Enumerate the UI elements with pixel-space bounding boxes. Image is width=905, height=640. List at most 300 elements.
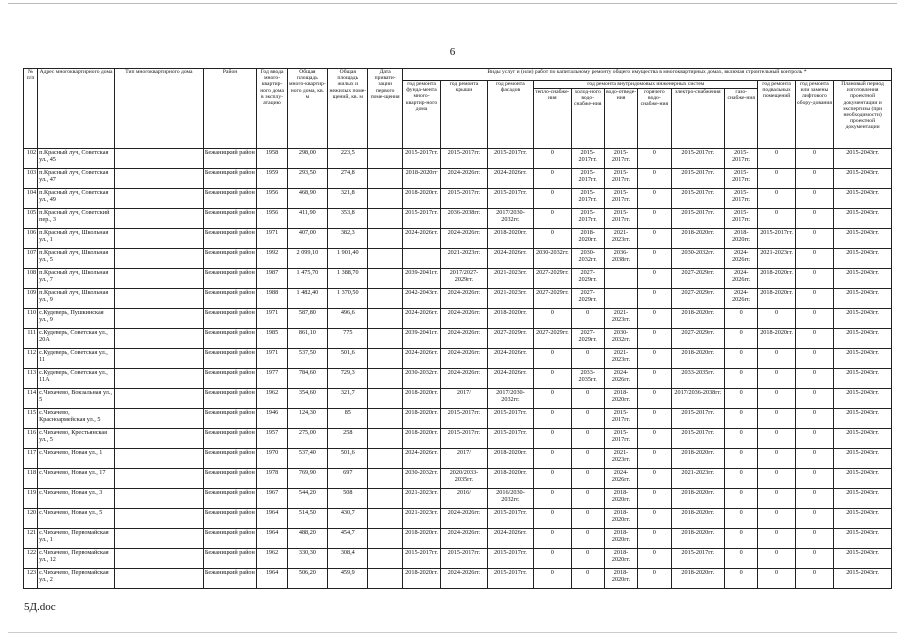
- row-cold-water: 0: [571, 309, 604, 329]
- header-planned-period: Плановый период изготовления проектной документации и экспертизы (при необходимости) проектной документации: [834, 81, 892, 149]
- row-total-area: 544,20: [287, 489, 327, 509]
- row-number: 111: [24, 329, 38, 349]
- row-hot-water: 0: [638, 369, 671, 389]
- row-year-built: 1957: [257, 429, 287, 449]
- row-hot-water: 0: [638, 469, 671, 489]
- row-planned: 2015-2043гг.: [834, 509, 892, 529]
- row-planned: 2015-2043гг.: [834, 409, 892, 429]
- row-facade: 2024-2026гг.: [487, 369, 533, 389]
- row-district: Бежаницкий район: [203, 549, 257, 569]
- row-district: Бежаницкий район: [203, 369, 257, 389]
- row-cold-water: 0: [571, 529, 604, 549]
- row-elevator: 0: [795, 249, 833, 269]
- row-address: с.Чихачево, Первомайская ул., 1: [38, 529, 115, 549]
- header-type: Тип многоквартирного дома: [114, 69, 203, 149]
- row-foundation: 2018-2020гг.: [402, 429, 440, 449]
- row-roof: 2017/2027-2029гг.: [441, 269, 487, 289]
- top-rule: [8, 3, 897, 4]
- row-cold-water: 2015-2017гг.: [571, 209, 604, 229]
- row-cold-water: 0: [571, 429, 604, 449]
- table-row: [24, 469, 892, 489]
- row-facade: 2015-2017гг.: [487, 409, 533, 429]
- row-elevator: 0: [795, 369, 833, 389]
- row-total-area: 354,60: [287, 389, 327, 409]
- row-heat: 0: [534, 569, 571, 589]
- row-living-area: 459,9: [328, 569, 368, 589]
- row-foundation: 2024-2026гг.: [402, 309, 440, 329]
- row-living-area: 1 901,40: [328, 249, 368, 269]
- row-elevator: 0: [795, 189, 833, 209]
- row-elevator: 0: [795, 549, 833, 569]
- row-district: Бежаницкий район: [203, 509, 257, 529]
- row-total-area: 468,90: [287, 189, 327, 209]
- row-electric: 2018-2020гг.: [671, 449, 725, 469]
- row-hot-water: 0: [638, 229, 671, 249]
- row-number: 107: [24, 249, 38, 269]
- row-roof: 2021-2023гг.: [441, 249, 487, 269]
- row-number: 103: [24, 169, 38, 189]
- row-district: Бежаницкий район: [203, 209, 257, 229]
- row-gas: 0: [725, 349, 758, 369]
- row-gas: 2015-2017гг.: [725, 189, 758, 209]
- row-gas: 0: [725, 569, 758, 589]
- row-drainage: 2021-2023гг.: [604, 229, 637, 249]
- row-year-built: 1971: [257, 229, 287, 249]
- row-type: [114, 309, 203, 329]
- row-year-built: 1988: [257, 289, 287, 309]
- row-hot-water: 0: [638, 449, 671, 469]
- row-cold-water: 0: [571, 389, 604, 409]
- row-total-area: 275,00: [287, 429, 327, 449]
- row-total-area: 293,50: [287, 169, 327, 189]
- row-type: [114, 269, 203, 289]
- table-row: [24, 249, 892, 269]
- row-heat: 0: [534, 369, 571, 389]
- row-gas: 0: [725, 369, 758, 389]
- row-number: 123: [24, 569, 38, 589]
- row-living-area: 775: [328, 329, 368, 349]
- row-number: 120: [24, 509, 38, 529]
- row-heat: 0: [534, 229, 571, 249]
- row-foundation: 2021-2023гг.: [402, 509, 440, 529]
- row-privatization: [368, 489, 402, 509]
- row-living-area: 501,6: [328, 449, 368, 469]
- row-living-area: 353,8: [328, 209, 368, 229]
- row-address: с.Чихачево, Новая ул., 1: [38, 449, 115, 469]
- row-roof: 2024-2026гг.: [441, 309, 487, 329]
- row-planned: 2015-2043гг.: [834, 489, 892, 509]
- row-district: Бежаницкий район: [203, 229, 257, 249]
- row-hot-water: 0: [638, 509, 671, 529]
- row-privatization: [368, 469, 402, 489]
- row-facade: 2015-2017гг.: [487, 429, 533, 449]
- row-drainage: 2021-2023гг.: [604, 349, 637, 369]
- row-privatization: [368, 309, 402, 329]
- row-foundation: 2015-2017гг.: [402, 149, 440, 169]
- row-elevator: 0: [795, 509, 833, 529]
- row-foundation: 2024-2026гг.: [402, 229, 440, 249]
- row-gas: 0: [725, 529, 758, 549]
- row-facade: 2015-2017гг.: [487, 569, 533, 589]
- row-roof: 2017/: [441, 449, 487, 469]
- row-planned: 2015-2043гг.: [834, 369, 892, 389]
- row-roof: 2016/: [441, 489, 487, 509]
- row-privatization: [368, 509, 402, 529]
- table-row: [24, 229, 892, 249]
- row-electric: 2027-2029гг.: [671, 269, 725, 289]
- header-basement: год ремонта подвальных помещений: [758, 81, 795, 149]
- page-number: 6: [449, 46, 456, 58]
- row-cold-water: 0: [571, 349, 604, 369]
- row-total-area: 587,80: [287, 309, 327, 329]
- row-electric: 2017/2036-2038гг.: [671, 389, 725, 409]
- row-cold-water: 2027-2029гг.: [571, 329, 604, 349]
- row-electric: 2015-2017гг.: [671, 189, 725, 209]
- row-roof: 2015-2017гг.: [441, 429, 487, 449]
- row-heat: 2027-2029гг.: [534, 289, 571, 309]
- row-roof: 2024-2026гг.: [441, 569, 487, 589]
- row-cold-water: 2015-2017гг.: [571, 189, 604, 209]
- row-hot-water: 0: [638, 349, 671, 369]
- row-electric: 2015-2017гг.: [671, 429, 725, 449]
- row-address: с.Кудеверь, Советская ул., 11А: [38, 369, 115, 389]
- row-year-built: 1985: [257, 329, 287, 349]
- row-district: Бежаницкий район: [203, 489, 257, 509]
- row-hot-water: 0: [638, 429, 671, 449]
- row-basement: 0: [758, 149, 795, 169]
- row-planned: 2015-2043гг.: [834, 349, 892, 369]
- row-drainage: 2021-2023гг.: [604, 449, 637, 469]
- row-type: [114, 289, 203, 309]
- row-drainage: 2015-2017гг.: [604, 149, 637, 169]
- row-foundation: 2042-2043гг.: [402, 289, 440, 309]
- row-planned: 2015-2043гг.: [834, 249, 892, 269]
- row-gas: 0: [725, 329, 758, 349]
- row-type: [114, 529, 203, 549]
- row-basement: 2018-2020гг.: [758, 289, 795, 309]
- row-number: 122: [24, 549, 38, 569]
- row-total-area: 330,30: [287, 549, 327, 569]
- capital-repair-table: [23, 68, 892, 589]
- row-electric: 2021-2023гг.: [671, 469, 725, 489]
- table-row: [24, 429, 892, 449]
- row-number: 119: [24, 489, 38, 509]
- row-basement: 2015-2017гг.: [758, 229, 795, 249]
- table-row: [24, 389, 892, 409]
- row-privatization: [368, 229, 402, 249]
- row-cold-water: 0: [571, 449, 604, 469]
- row-electric: 2018-2020гг.: [671, 529, 725, 549]
- row-heat: 2027-2029гг.: [534, 269, 571, 289]
- header-electric: электро-снабжения: [671, 89, 725, 149]
- row-type: [114, 389, 203, 409]
- row-year-built: 1992: [257, 249, 287, 269]
- row-address: п.Красный луч, Советская ул., 45: [38, 149, 115, 169]
- header-cold-water: холод-ного водо-снабже-ния: [571, 89, 604, 149]
- row-year-built: 1970: [257, 449, 287, 469]
- row-foundation: 2018-2020гг.: [402, 409, 440, 429]
- row-hot-water: 0: [638, 529, 671, 549]
- row-year-built: 1956: [257, 209, 287, 229]
- row-foundation: [402, 249, 440, 269]
- row-privatization: [368, 349, 402, 369]
- row-number: 117: [24, 449, 38, 469]
- row-cold-water: 2015-2017гг.: [571, 169, 604, 189]
- row-drainage: 2021-2023гг.: [604, 309, 637, 329]
- row-number: 104: [24, 189, 38, 209]
- row-district: Бежаницкий район: [203, 289, 257, 309]
- row-district: Бежаницкий район: [203, 269, 257, 289]
- row-cold-water: 0: [571, 549, 604, 569]
- row-basement: 0: [758, 369, 795, 389]
- row-number: 112: [24, 349, 38, 369]
- table-row: [24, 309, 892, 329]
- row-planned: 2015-2043гг.: [834, 209, 892, 229]
- row-hot-water: 0: [638, 269, 671, 289]
- row-year-built: 1959: [257, 169, 287, 189]
- row-total-area: 506,20: [287, 569, 327, 589]
- header-district: Район: [203, 69, 257, 149]
- row-address: с.Чихачево, Первомайская ул., 2: [38, 569, 115, 589]
- row-district: Бежаницкий район: [203, 409, 257, 429]
- row-elevator: 0: [795, 569, 833, 589]
- row-hot-water: 0: [638, 389, 671, 409]
- row-roof: 2020/2033-2035гг.: [441, 469, 487, 489]
- row-address: п.Красный луч, Советская ул., 49: [38, 189, 115, 209]
- header-foundation: год ремонта фунда-мента много-квартир-ного дома: [402, 81, 440, 149]
- row-heat: 0: [534, 549, 571, 569]
- row-gas: 0: [725, 309, 758, 329]
- row-roof: 2024-2026гг.: [441, 509, 487, 529]
- table-row: [24, 529, 892, 549]
- row-planned: 2015-2043гг.: [834, 229, 892, 249]
- row-number: 121: [24, 529, 38, 549]
- row-heat: 0: [534, 169, 571, 189]
- row-district: Бежаницкий район: [203, 349, 257, 369]
- row-planned: 2015-2043гг.: [834, 169, 892, 189]
- row-address: с.Чихачево, Новая ул., 3: [38, 489, 115, 509]
- row-cold-water: 2015-2017гг.: [571, 149, 604, 169]
- row-elevator: 0: [795, 429, 833, 449]
- header-roof: год ремонта крыши: [441, 81, 487, 149]
- header-facade: год ремонта фасадов: [487, 81, 533, 149]
- row-district: Бежаницкий район: [203, 149, 257, 169]
- row-basement: 0: [758, 489, 795, 509]
- row-elevator: 0: [795, 489, 833, 509]
- row-gas: 2015-2017гг.: [725, 169, 758, 189]
- row-cold-water: 0: [571, 469, 604, 489]
- row-elevator: 0: [795, 269, 833, 289]
- row-number: 115: [24, 409, 38, 429]
- row-type: [114, 369, 203, 389]
- row-year-built: 1964: [257, 509, 287, 529]
- row-number: 110: [24, 309, 38, 329]
- row-hot-water: 0: [638, 489, 671, 509]
- row-heat: 0: [534, 429, 571, 449]
- row-heat: 0: [534, 529, 571, 549]
- row-type: [114, 569, 203, 589]
- row-address: с.Кудеверь, Пушкинская ул., 9: [38, 309, 115, 329]
- table-row: [24, 349, 892, 369]
- row-planned: 2015-2043гг.: [834, 569, 892, 589]
- row-district: Бежаницкий район: [203, 189, 257, 209]
- row-number: 102: [24, 149, 38, 169]
- row-privatization: [368, 269, 402, 289]
- row-living-area: 1 370,50: [328, 289, 368, 309]
- row-total-area: 1 475,70: [287, 269, 327, 289]
- row-basement: 0: [758, 569, 795, 589]
- row-basement: 0: [758, 509, 795, 529]
- row-facade: 2021-2023гг.: [487, 269, 533, 289]
- row-gas: 0: [725, 549, 758, 569]
- row-planned: 2015-2043гг.: [834, 549, 892, 569]
- row-gas: 2024-2026гг.: [725, 249, 758, 269]
- row-address: с.Чихачево, Вокзальная ул., 5: [38, 389, 115, 409]
- row-address: п.Красный луч, Советская ул., 47: [38, 169, 115, 189]
- row-gas: 0: [725, 389, 758, 409]
- row-electric: 2018-2020гг.: [671, 509, 725, 529]
- table-row: [24, 289, 892, 309]
- row-basement: 2018-2020гг.: [758, 329, 795, 349]
- row-foundation: 2018-2020гг.: [402, 569, 440, 589]
- row-gas: 2024-2026гг.: [725, 269, 758, 289]
- table-row: [24, 169, 892, 189]
- row-hot-water: 0: [638, 309, 671, 329]
- row-basement: 0: [758, 389, 795, 409]
- row-address: п.Красный луч, Школьная ул., 7: [38, 269, 115, 289]
- bottom-rule: [8, 632, 897, 633]
- row-foundation: 2039-2041гг.: [402, 329, 440, 349]
- row-living-area: 321,7: [328, 389, 368, 409]
- row-type: [114, 509, 203, 529]
- row-gas: 0: [725, 429, 758, 449]
- row-electric: 2018-2020гг.: [671, 309, 725, 329]
- row-facade: 2018-2020гг.: [487, 449, 533, 469]
- row-cold-water: 0: [571, 489, 604, 509]
- row-living-area: 508: [328, 489, 368, 509]
- row-hot-water: 0: [638, 329, 671, 349]
- row-type: [114, 489, 203, 509]
- row-drainage: 2018-2020гг.: [604, 389, 637, 409]
- row-privatization: [368, 209, 402, 229]
- row-privatization: [368, 249, 402, 269]
- row-basement: 0: [758, 449, 795, 469]
- footer-filename: 5Д.doc: [24, 601, 56, 613]
- table-row: [24, 269, 892, 289]
- row-gas: 2015-2017гг.: [725, 209, 758, 229]
- row-heat: 0: [534, 389, 571, 409]
- row-electric: 2015-2017гг.: [671, 169, 725, 189]
- row-type: [114, 429, 203, 449]
- row-privatization: [368, 149, 402, 169]
- row-basement: 0: [758, 209, 795, 229]
- row-elevator: 0: [795, 409, 833, 429]
- table-row: [24, 489, 892, 509]
- header-year-built: Год ввода много-квартир-ного дома в эксплу-атацию: [257, 69, 287, 149]
- table-row: [24, 509, 892, 529]
- header-num: № п/п: [24, 69, 38, 149]
- row-planned: 2015-2043гг.: [834, 449, 892, 469]
- row-roof: 2024-2026гг.: [441, 229, 487, 249]
- row-foundation: 2018-2020гг.: [402, 529, 440, 549]
- row-electric: 2018-2020гг.: [671, 229, 725, 249]
- row-heat: 0: [534, 149, 571, 169]
- row-gas: 0: [725, 489, 758, 509]
- row-heat: 0: [534, 489, 571, 509]
- row-cold-water: 0: [571, 569, 604, 589]
- row-drainage: 2018-2020гг.: [604, 529, 637, 549]
- row-year-built: 1946: [257, 409, 287, 429]
- row-facade: 2024-2026гг.: [487, 529, 533, 549]
- row-elevator: 0: [795, 349, 833, 369]
- row-number: 105: [24, 209, 38, 229]
- row-year-built: 1956: [257, 189, 287, 209]
- table-row: [24, 449, 892, 469]
- row-elevator: 0: [795, 329, 833, 349]
- row-year-built: 1964: [257, 569, 287, 589]
- row-foundation: 2024-2026гг.: [402, 449, 440, 469]
- row-electric: 2018-2020гг.: [671, 349, 725, 369]
- row-total-area: 407,00: [287, 229, 327, 249]
- row-address: с.Чихачево, Новая ул., 17: [38, 469, 115, 489]
- row-basement: 0: [758, 349, 795, 369]
- capital-repair-table-container: [23, 68, 892, 589]
- row-facade: 2015-2017гг.: [487, 509, 533, 529]
- row-type: [114, 189, 203, 209]
- row-gas: 2018-2020гг.: [725, 229, 758, 249]
- row-electric: 2027-2029гг.: [671, 289, 725, 309]
- row-electric: 2027-2029гг.: [671, 329, 725, 349]
- row-hot-water: 0: [638, 249, 671, 269]
- row-district: Бежаницкий район: [203, 429, 257, 449]
- row-planned: 2015-2043гг.: [834, 389, 892, 409]
- row-electric: 2018-2020гг.: [671, 569, 725, 589]
- row-basement: 2021-2023гг.: [758, 249, 795, 269]
- row-address: с.Чихачево, Первомайская ул., 12: [38, 549, 115, 569]
- row-planned: 2015-2043гг.: [834, 429, 892, 449]
- row-drainage: 2024-2026гг.: [604, 369, 637, 389]
- row-privatization: [368, 529, 402, 549]
- row-electric: 2015-2017гг.: [671, 549, 725, 569]
- row-address: с.Чихачево, Красноармейская ул., 5: [38, 409, 115, 429]
- row-roof: 2017/: [441, 389, 487, 409]
- row-planned: 2015-2043гг.: [834, 469, 892, 489]
- row-cold-water: 2033-2035гг.: [571, 369, 604, 389]
- row-roof: 2024-2026гг.: [441, 169, 487, 189]
- header-heat: тепло-снабже-ния: [534, 89, 571, 149]
- row-living-area: 223,5: [328, 149, 368, 169]
- row-number: 113: [24, 369, 38, 389]
- row-elevator: 0: [795, 229, 833, 249]
- row-foundation: 2015-2017гг.: [402, 549, 440, 569]
- row-planned: 2015-2043гг.: [834, 269, 892, 289]
- header-living-area: Общая площадь жилых и нежилых поме-щений, кв. м: [328, 69, 368, 149]
- row-privatization: [368, 329, 402, 349]
- row-address: с.Чихачево, Крестьянская ул., 5: [38, 429, 115, 449]
- row-type: [114, 349, 203, 369]
- row-total-area: 861,10: [287, 329, 327, 349]
- row-elevator: 0: [795, 469, 833, 489]
- row-year-built: 1962: [257, 389, 287, 409]
- row-number: 116: [24, 429, 38, 449]
- row-living-area: 382,3: [328, 229, 368, 249]
- row-heat: 0: [534, 349, 571, 369]
- row-district: Бежаницкий район: [203, 329, 257, 349]
- row-facade: 2024-2026гг.: [487, 169, 533, 189]
- row-basement: 0: [758, 549, 795, 569]
- row-type: [114, 409, 203, 429]
- row-gas: 0: [725, 469, 758, 489]
